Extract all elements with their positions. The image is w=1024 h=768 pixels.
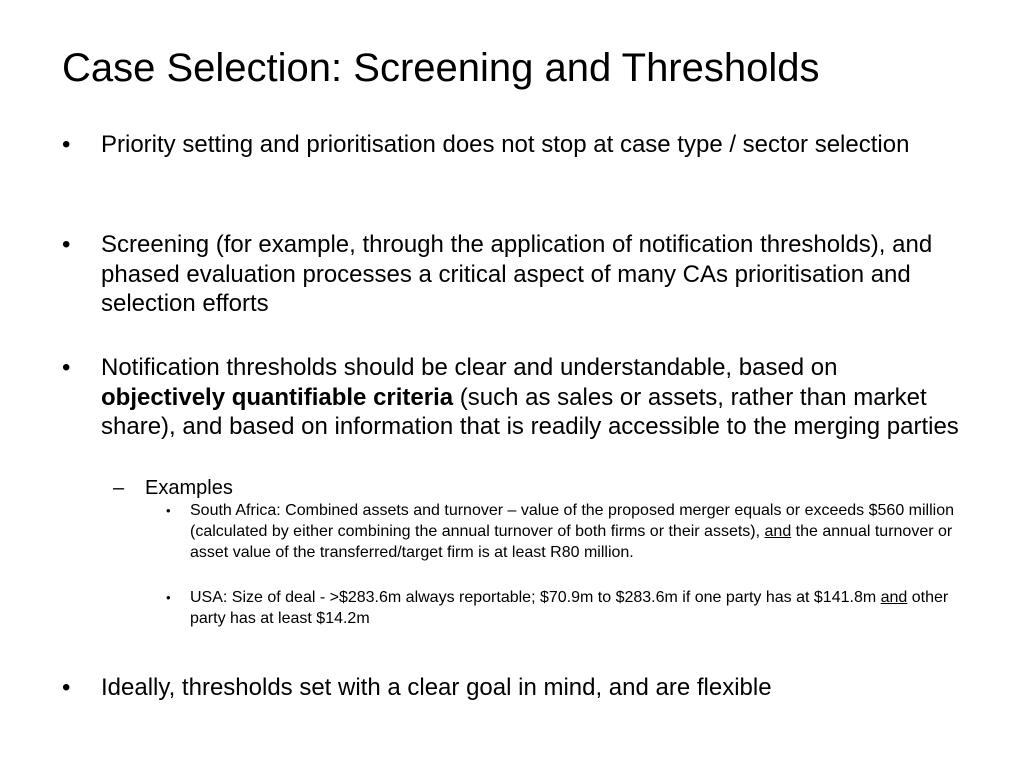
example-item	[166, 500, 966, 563]
example-text	[190, 500, 966, 563]
bullet-marker: •	[62, 354, 71, 381]
bold-emphasis: objectively quantifiable criteria	[101, 383, 454, 411]
slide-title: Case Selection: Screening and Thresholds	[62, 46, 820, 90]
bullet-item	[62, 130, 962, 160]
bullet-text: Priority setting and prioritisation does not stop at case type / sector selection	[101, 131, 910, 158]
bullet-marker: •	[62, 674, 71, 701]
bullet-text	[101, 353, 962, 442]
bullet-marker: •	[166, 503, 171, 518]
bullet-item	[62, 673, 962, 703]
sub-bullet-item	[113, 476, 963, 500]
example-item	[166, 587, 966, 629]
example-text-part: USA: Size of deal - >$283.6m always reportable; $70.9m to $283.6m if one party has at $141.8m	[190, 589, 881, 606]
bullet-text-part: (such as sales or assets, rather than market share), and based on information that is readily accessible to the merging parties	[101, 383, 959, 440]
bullet-marker: •	[62, 231, 71, 258]
dash-marker: –	[113, 477, 125, 499]
underline-emphasis: and	[880, 589, 908, 606]
bullet-text: Ideally, thresholds set with a clear goal in mind, and are flexible	[101, 674, 772, 701]
sub-bullet-text: Examples	[145, 477, 233, 499]
example-text-part: other party has at least $14.2m	[190, 589, 949, 627]
bullet-item	[62, 353, 962, 442]
bullet-text-part: Notification thresholds should be clear and understandable, based on	[101, 354, 838, 381]
example-text-part: South Africa: Combined assets and turnover – value of the proposed merger equals or exceeds $560 million (calculated by either combining the annual turnover of both firms or their assets),	[190, 502, 954, 540]
example-text	[190, 587, 966, 629]
bullet-marker: •	[166, 590, 171, 605]
bullet-item	[62, 230, 962, 319]
bullet-marker: •	[62, 131, 71, 158]
example-text-part: the annual turnover or asset value of the transferred/target firm is at least R80 million.	[190, 523, 953, 561]
bullet-text: Screening (for example, through the application of notification thresholds), and phased evaluation processes a critical aspect of many CAs prioritisation and selection efforts	[101, 231, 933, 317]
underline-emphasis: and	[764, 523, 792, 540]
